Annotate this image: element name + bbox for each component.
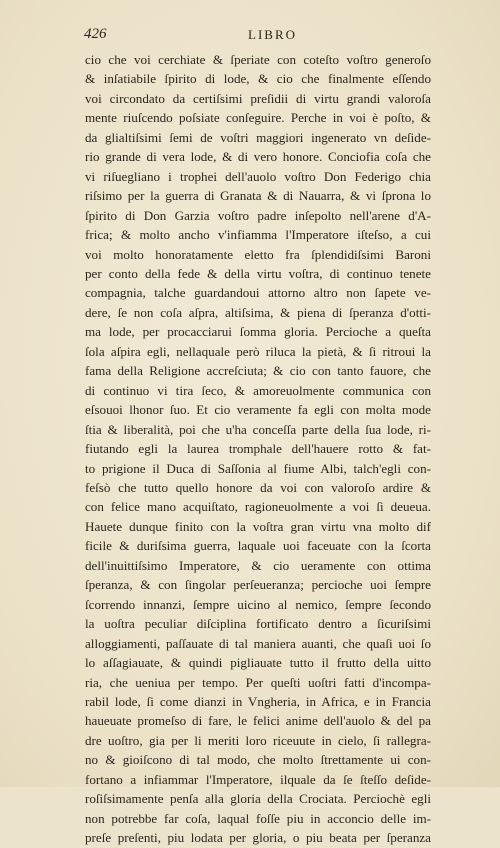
text-line: ſpirito di Don Garzia voſtro padre inſepolto nell'arene d'A- <box>85 207 431 223</box>
page-header <box>84 26 430 46</box>
text-line: no & gioiſcono di tal modo, che molto ſtrettamente ui con- <box>85 752 431 768</box>
page-number: 426 <box>84 26 107 42</box>
text-line: ſperanza, & con ſingolar perſeueranza; percioche uoi ſempre <box>85 577 431 593</box>
text-line: riſsimo per la guerra di Granata & di Nauarra, & vi ſprona lo <box>85 188 431 204</box>
text-line: non potrebbe far coſa, laqual foſſe piu in acconcio delle im- <box>85 810 431 826</box>
text-line: ſcorrendo innanzi, ſempre uicino al nemico, ſempre ſecondo <box>85 596 431 612</box>
text-line: vi riſuegliano i trophei dell'auolo voſtro Don Federigo chia <box>85 168 431 184</box>
text-line: voi molto honoratamente eletto fra ſplendidiſsimi Baroni <box>85 246 431 262</box>
text-line: ma lode, per procacciarui ſomma gloria. Percioche a queſta <box>85 324 431 340</box>
text-line: ria, che ueniua per tempo. Per queſti uoſtri fatti d'incompa- <box>85 674 431 690</box>
text-line: ſola aſpira egli, nellaquale però riluca la pietà, & ſi ritroui la <box>85 343 431 359</box>
text-line: rabil lode, ſi come dianzi in Vngheria, in Africa, e in Francia <box>85 693 431 709</box>
text-line: fiutando egli la laurea tromphale dell'hauere rotto & fat- <box>85 441 431 457</box>
text-line: Hauete dunque finito con la voſtra gran virtu vna molto dif <box>85 518 431 534</box>
text-line: feſsò che tutto quello honore da voi con valoroſo ardire & <box>85 479 431 495</box>
text-line: mente riuſcendo poſsiate conſeguire. Perche in voi è poſto, & <box>85 110 431 126</box>
text-line: roſiſsimamente penſa alla gloria della Crociata. Perciochè egli <box>85 791 431 807</box>
text-line: dell'inuittiſsimo Imperatore, & cio ueramente con ottima <box>85 557 431 573</box>
text-line: per conto della fede & della virtu voſtra, di continuo tenete <box>85 265 431 281</box>
text-line: dere, ſe non coſa aſpra, altiſsima, & piena di ſperanza d'otti- <box>85 304 431 320</box>
body-text <box>85 50 431 848</box>
text-line: la uoſtra peculiar diſciplina fortificato dentro a ſicuriſsimi <box>85 616 431 632</box>
text-line: lo aſſagiauate, & quindi pigliauate tutto il frutto della uitto <box>85 655 431 671</box>
text-line: alloggiamenti, paſſauate di tal maniera auanti, che quaſi uoi ſo <box>85 635 431 651</box>
text-line: compagnia, talche guardandoui attorno altro non ſapete ve- <box>85 285 431 301</box>
text-line: rio grande di vera lode, & di vero honore. Conciofia coſa che <box>85 149 431 165</box>
text-line: da glialtiſsimi ſemi de voſtri maggiori ingenerato vn deſide- <box>85 129 431 145</box>
text-line: cio che voi cerchiate & ſperiate con coteſto voſtro generoſo <box>85 52 431 67</box>
text-line: con felice mano acquiſtato, ragioneuolmente a voi ſi deueua. <box>85 499 431 515</box>
text-line: eſsouoi lhonor ſuo. Et cio veramente fa egli con molta mode <box>85 402 431 418</box>
text-line: preſe preſenti, piu lodata per gloria, o piu beata per ſperanza <box>85 830 431 846</box>
text-line: fama della Religione accreſciuta; & cio con tanto fauore, che <box>85 363 431 379</box>
running-head: LIBRO <box>248 27 297 42</box>
text-line: fortano a infiammar l'Imperatore, ilquale da ſe ſteſſo deſide- <box>85 771 431 787</box>
text-line: di continuo vi tira ſeco, & amoreuolmente communica con <box>85 382 431 398</box>
text-line: dre uoſtro, gia per li meriti loro riceuute in cielo, ſi rallegra- <box>85 732 431 748</box>
text-line: voi circondato da certiſsimi preſidii di virtu grandi valoroſa <box>85 90 431 106</box>
text-line: to prigione il Duca di Saſſonia al fiume Albi, talch'egli con- <box>85 460 431 476</box>
text-line: frica; & molto ancho v'infiamma l'Imperatore iſteſso, a cui <box>85 227 431 243</box>
text-line: & inſatiabile ſpirito di lode, & cio che finalmente eſſendo <box>85 71 431 87</box>
text-line: haueuate promeſso di fare, le felici anime dell'auolo & del pa <box>85 713 431 729</box>
text-line: ficile & duriſsima guerra, laquale uoi faceuate con la ſcorta <box>85 538 431 554</box>
text-line: ſtia & liberalità, poi che u'ha conceſſa parte della ſua lode, ri- <box>85 421 431 437</box>
